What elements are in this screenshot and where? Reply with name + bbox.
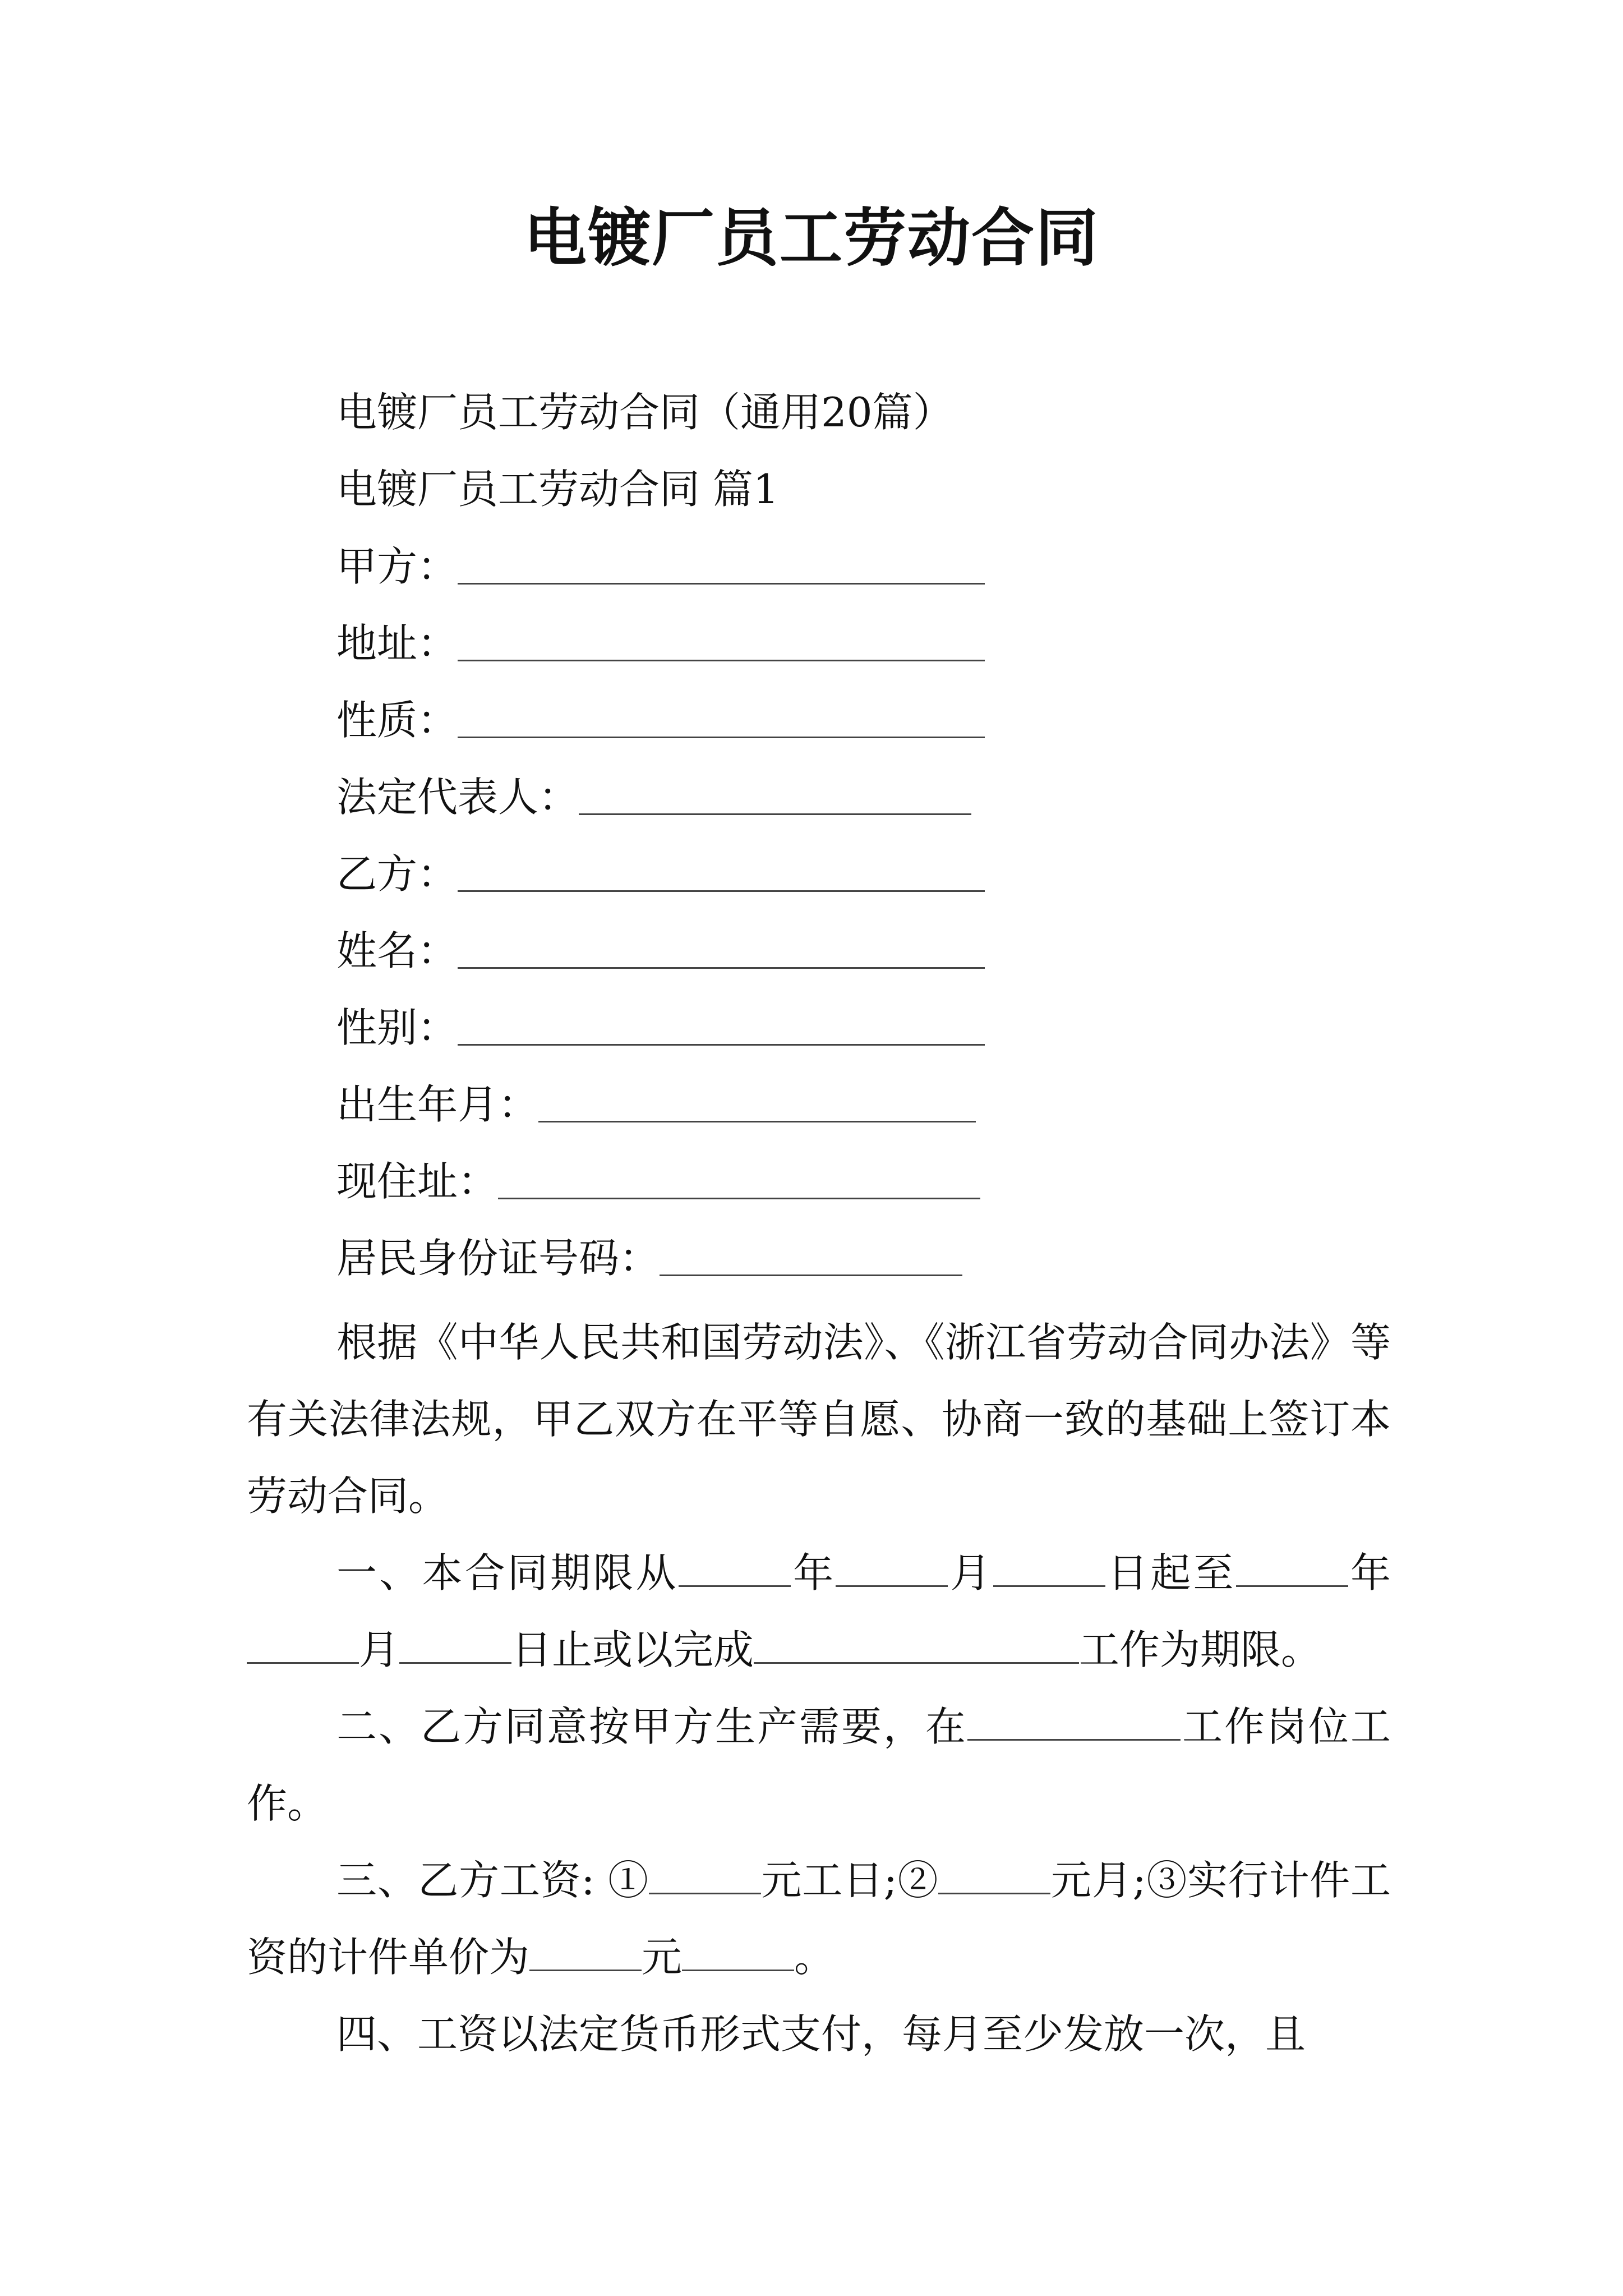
field-name	[336, 923, 985, 979]
blank-line	[579, 777, 971, 815]
field-party-a	[336, 539, 985, 595]
field-label: 乙方：	[336, 850, 458, 898]
field-nature	[336, 692, 985, 748]
section-heading: 电镀厂员工劳动合同 篇1	[336, 466, 779, 513]
clause-text: 元	[642, 1934, 683, 1981]
clause-text: 元工日;②	[760, 1857, 939, 1904]
clause-text: 月	[359, 1626, 400, 1673]
blank-line	[993, 1552, 1105, 1587]
clause-text: 年	[790, 1549, 836, 1596]
blank-line	[458, 624, 985, 661]
clause-text: 一、本合同期限从	[336, 1549, 679, 1596]
clause-1-term	[247, 1535, 1391, 1688]
blank-line	[458, 854, 985, 892]
blank-line	[458, 931, 985, 969]
clause-text: 年	[1348, 1549, 1391, 1596]
blank-line	[538, 1085, 976, 1122]
field-party-b	[336, 846, 985, 902]
clause-text: 。	[794, 1934, 835, 1981]
blank-line	[679, 1552, 791, 1587]
clause-text: 工作为期限。	[1079, 1626, 1322, 1673]
blank-line	[399, 1628, 511, 1664]
field-label: 居民身份证号码：	[336, 1235, 660, 1282]
document-title: 电镀厂员工劳动合同	[524, 202, 1099, 275]
blank-line	[967, 1705, 1181, 1741]
field-current-address	[336, 1153, 980, 1209]
blank-line	[247, 1628, 359, 1664]
blank-line	[938, 1859, 1050, 1894]
field-label: 现住址：	[336, 1158, 499, 1205]
clause-text: 日止或以完成	[511, 1626, 754, 1673]
blank-line	[754, 1628, 1079, 1664]
field-label: 甲方：	[336, 543, 458, 590]
intro-paragraph: 根据《中华人民共和国劳动法》、《浙江省劳动合同办法》等有关法律法规，甲乙双方在平等自愿、协商一致的基础上签订本劳动合同。	[247, 1319, 1391, 1520]
blank-line	[682, 1936, 794, 1971]
field-label: 性别：	[336, 1004, 458, 1051]
blank-line	[1236, 1552, 1348, 1587]
clause-3-wage	[247, 1842, 1391, 1996]
field-label: 姓名：	[336, 927, 458, 974]
document-subtitle: 电镀厂员工劳动合同（通用20篇）	[336, 389, 953, 436]
blank-line	[458, 1008, 985, 1046]
blank-line	[458, 701, 985, 738]
field-id-number	[336, 1230, 962, 1286]
field-label: 法定代表人：	[336, 774, 579, 821]
blank-line	[660, 1239, 962, 1276]
field-address	[336, 615, 985, 671]
blank-line	[649, 1859, 761, 1894]
clause-text: 月	[948, 1549, 993, 1596]
field-label: 性质：	[336, 697, 458, 744]
clause-text: 二、乙方同意按甲方生产需要，在	[336, 1703, 967, 1750]
clause-text: 日起至	[1105, 1549, 1236, 1596]
blank-line	[498, 1162, 980, 1199]
field-gender	[336, 1000, 985, 1056]
clause-2-position	[247, 1688, 1391, 1842]
field-birth-date	[336, 1076, 976, 1133]
blank-line	[458, 547, 985, 585]
field-label: 地址：	[336, 620, 458, 667]
clause-text: 三、乙方工资: ①	[336, 1857, 649, 1904]
clause-text: 元月;③实行计件工资的计件单价为	[247, 1857, 1391, 1981]
blank-line	[836, 1552, 948, 1587]
clause-text: 工作岗位工作。	[247, 1703, 1391, 1827]
clause-4-payment: 四、工资以法定货币形式支付，每月至少发放一次，且	[336, 2010, 1306, 2058]
field-legal-representative	[336, 769, 971, 825]
field-label: 出生年月：	[336, 1081, 539, 1128]
blank-line	[529, 1936, 642, 1971]
